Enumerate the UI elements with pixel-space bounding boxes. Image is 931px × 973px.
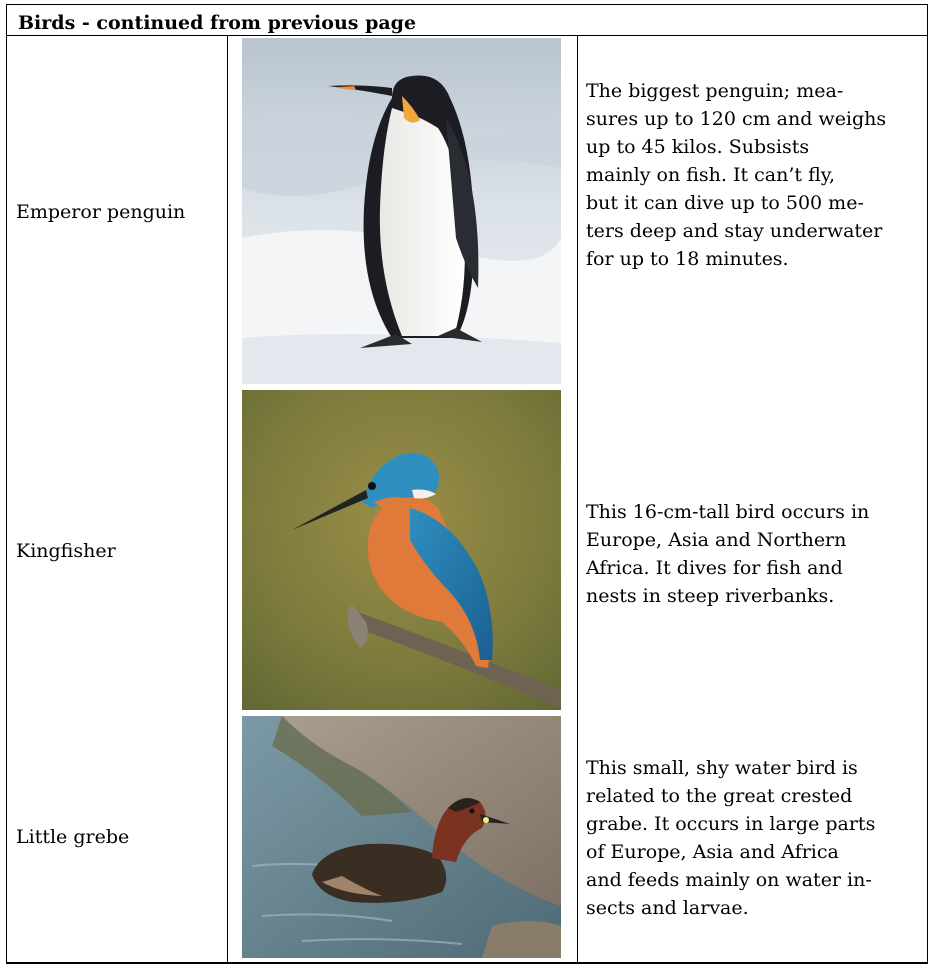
little-grebe-photo [242, 716, 561, 958]
column-rule-1 [227, 35, 228, 963]
description-line: sures up to 120 cm and weighs [586, 108, 887, 130]
bird-name-kingfisher: Kingfisher [16, 540, 116, 562]
bird-name-little-grebe: Little grebe [16, 826, 130, 848]
description-line: Europe, Asia and Northern [586, 529, 847, 551]
description-line: and feeds mainly on water in- [586, 869, 872, 891]
description-line: of Europe, Asia and Africa [586, 841, 839, 863]
bird-description-emperor-penguin [586, 77, 908, 273]
description-line: Africa. It dives for fish and [586, 557, 843, 579]
table-header-title: Birds - continued from previous page [18, 12, 417, 34]
bird-name-emperor-penguin: Emperor penguin [16, 201, 186, 223]
table-right-rule [927, 4, 928, 964]
column-rule-2 [577, 35, 578, 963]
table-left-rule [6, 4, 7, 964]
bird-description-kingfisher [586, 498, 908, 610]
description-line: mainly on fish. It can’t fly, [586, 164, 835, 186]
emperor-penguin-photo [242, 38, 561, 384]
description-line: up to 45 kilos. Subsists [586, 136, 810, 158]
description-line: sects and larvae. [586, 897, 749, 919]
bird-description-little-grebe [586, 754, 908, 922]
description-line: This 16-cm-tall bird occurs in [586, 501, 870, 523]
description-line: The biggest penguin; mea- [586, 80, 844, 102]
kingfisher-photo [242, 390, 561, 710]
description-line: related to the great crested [586, 785, 853, 807]
description-line: ters deep and stay underwater [586, 220, 883, 242]
table-bottom-rule [6, 962, 928, 964]
table-top-rule [6, 4, 928, 5]
description-line: grabe. It occurs in large parts [586, 813, 876, 835]
header-bottom-rule [6, 35, 928, 36]
description-line: nests in steep riverbanks. [586, 585, 835, 607]
description-line: This small, shy water bird is [586, 757, 858, 779]
description-line: for up to 18 minutes. [586, 248, 789, 270]
description-line: but it can dive up to 500 me- [586, 192, 864, 214]
